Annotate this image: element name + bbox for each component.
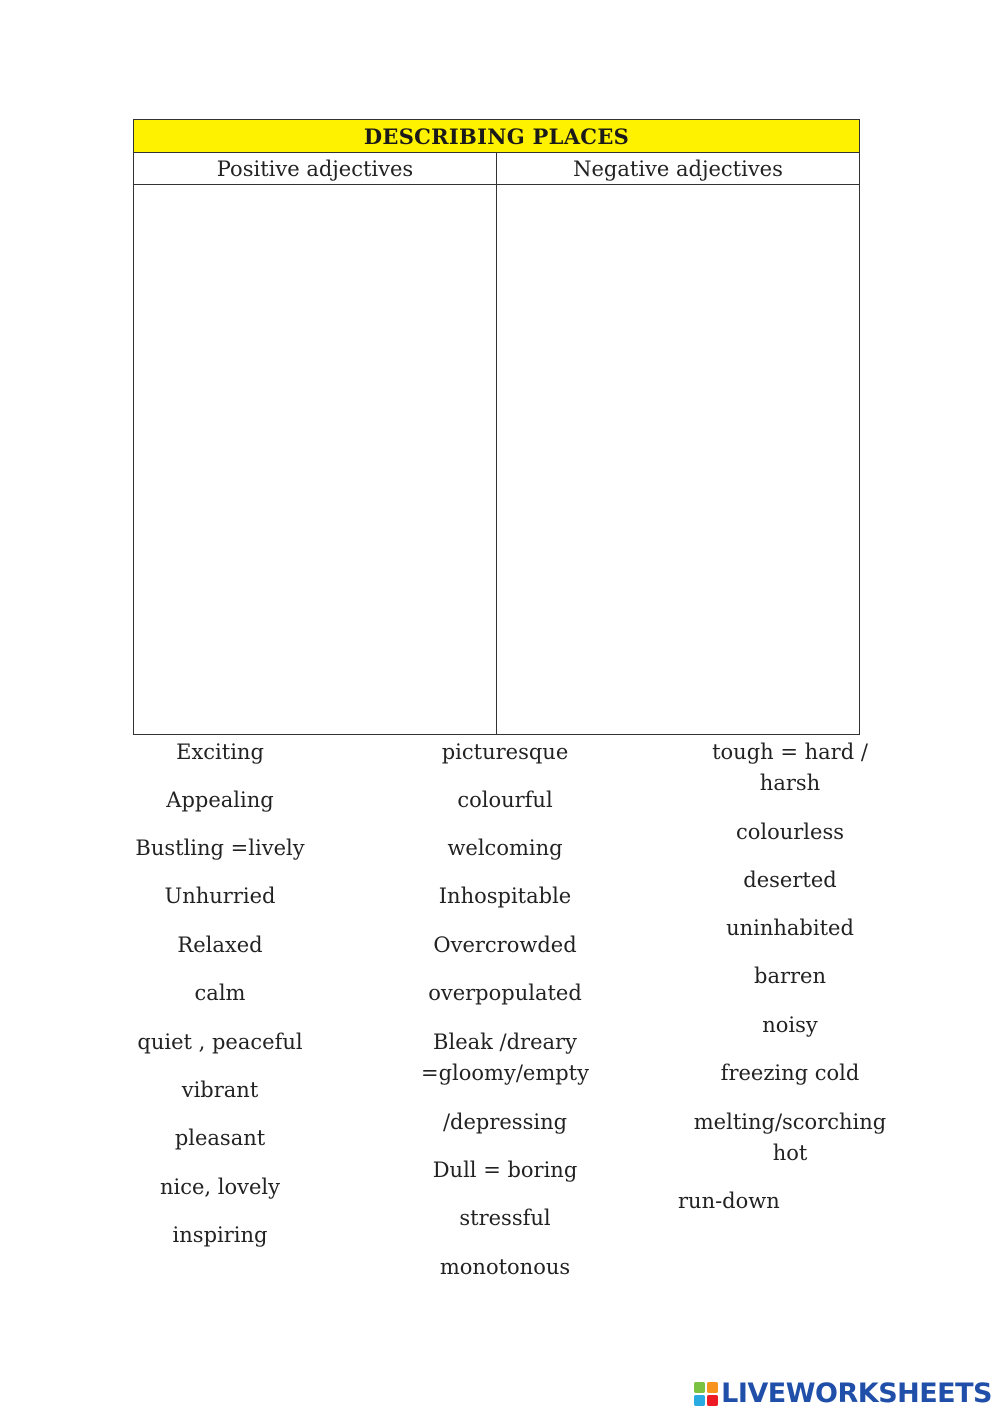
word-card[interactable]: uninhabited (726, 916, 854, 940)
word-card[interactable]: overpopulated (428, 981, 582, 1005)
word-card[interactable]: Inhospitable (438, 884, 572, 908)
word-card[interactable]: Bustling =lively (135, 836, 305, 860)
word-card[interactable]: Unhurried (164, 884, 276, 908)
negative-adjectives-header: Negative adjectives (497, 153, 860, 185)
word-card[interactable]: calm (194, 981, 246, 1005)
word-card[interactable]: run-down (678, 1189, 780, 1213)
liveworksheets-logo-icon (694, 1382, 718, 1406)
word-card[interactable]: vibrant (181, 1078, 259, 1102)
positive-adjectives-drop-zone[interactable] (134, 185, 497, 735)
word-card[interactable]: melting/scorching hot (693, 1110, 887, 1165)
word-card[interactable]: barren (754, 964, 826, 988)
word-card[interactable]: colourless (735, 820, 845, 844)
word-card[interactable]: deserted (743, 868, 837, 892)
word-card[interactable]: freezing cold (720, 1061, 860, 1085)
positive-adjectives-header: Positive adjectives (134, 153, 497, 185)
word-card[interactable]: picturesque (441, 740, 569, 764)
word-card[interactable]: pleasant (174, 1126, 266, 1150)
word-card[interactable]: Dull = boring (432, 1158, 578, 1182)
word-card[interactable]: Bleak /dreary =gloomy/empty (421, 1030, 589, 1085)
negative-adjectives-drop-zone[interactable] (497, 185, 860, 735)
word-card[interactable]: monotonous (439, 1255, 571, 1279)
word-card[interactable]: Overcrowded (433, 933, 577, 957)
word-card[interactable]: colourful (457, 788, 553, 812)
describing-places-table (133, 119, 860, 735)
word-card[interactable]: /depressing (442, 1110, 568, 1134)
word-card[interactable]: welcoming (447, 836, 563, 860)
table-title: DESCRIBING PLACES (134, 120, 860, 153)
word-card[interactable]: noisy (762, 1013, 818, 1037)
word-card[interactable]: quiet , peaceful (137, 1030, 303, 1054)
word-card[interactable]: Exciting (176, 740, 264, 764)
word-card[interactable]: nice, lovely (159, 1175, 281, 1199)
word-card[interactable]: Relaxed (177, 933, 263, 957)
word-card[interactable]: stressful (459, 1206, 551, 1230)
liveworksheets-brand (694, 1378, 992, 1409)
word-card[interactable]: inspiring (172, 1223, 268, 1247)
brand-name: LIVEWORKSHEETS (721, 1378, 992, 1409)
word-card[interactable]: Appealing (166, 788, 274, 812)
word-card[interactable]: tough = hard / harsh (712, 740, 868, 795)
